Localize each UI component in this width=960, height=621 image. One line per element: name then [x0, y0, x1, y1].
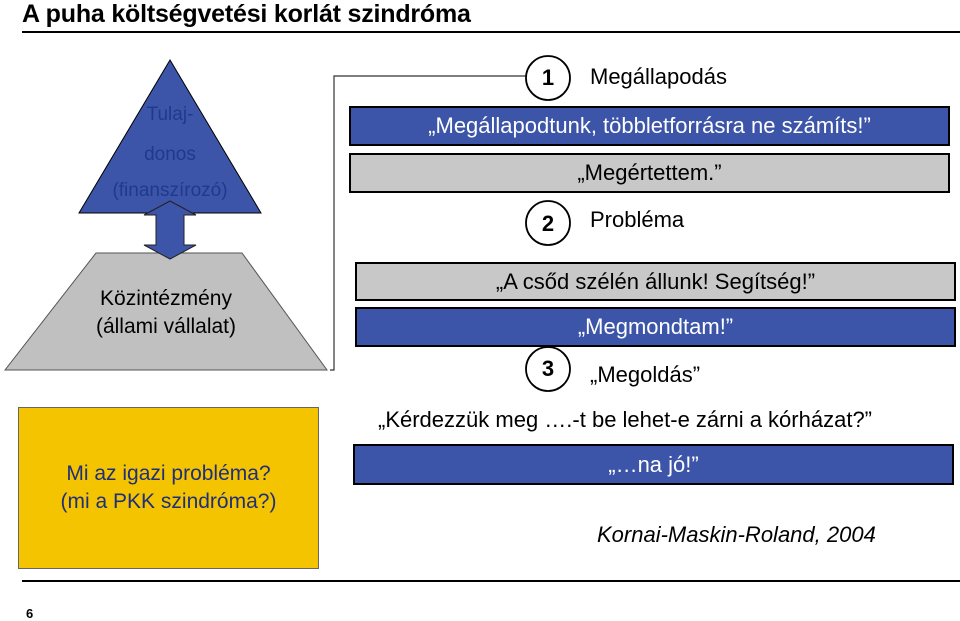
owner-label-line2: donos: [144, 144, 196, 165]
page-title: A puha költségvetési korlát szindróma: [22, 0, 471, 28]
citation: Kornai-Maskin-Roland, 2004: [597, 522, 876, 547]
step-2-number: 2: [541, 211, 555, 236]
problem-line1: Mi az igazi probléma?: [66, 462, 271, 485]
problem-box: [18, 407, 319, 569]
dialogue-bar-told-you: „Megmondtam!”: [355, 307, 956, 347]
problem-line2: (mi a PKK szindróma?): [60, 490, 277, 513]
owner-label-line1: Tulaj-: [146, 104, 194, 125]
dialogue-bar-agreement: „Megállapodtunk, többletforrásra ne számíts!”: [349, 106, 950, 146]
page-number: 6: [26, 606, 34, 621]
step-2-label: Probléma: [590, 207, 685, 232]
dialogue-bar-bankruptcy: „A csőd szélén állunk! Segítség!”: [355, 262, 956, 301]
dialogue-bar-ok-then: „…na jó!”: [353, 444, 954, 485]
dialogue-question: „Kérdezzük meg ….-t be lehet-e zárni a kórházat?”: [378, 407, 873, 432]
step-3-label: „Megoldás”: [590, 362, 701, 387]
step-1-number: 1: [541, 65, 555, 90]
institution-label-line1: Közintézmény: [100, 287, 232, 310]
institution-label-line2: (állami vállalat): [95, 315, 237, 338]
step-1-label: Megállapodás: [590, 64, 727, 89]
step-3-number: 3: [541, 356, 555, 381]
footer-rule: [22, 580, 960, 582]
owner-label-line3: (finanszírozó): [112, 180, 228, 201]
dialogue-bar-understood: „Megértettem.”: [349, 153, 950, 193]
